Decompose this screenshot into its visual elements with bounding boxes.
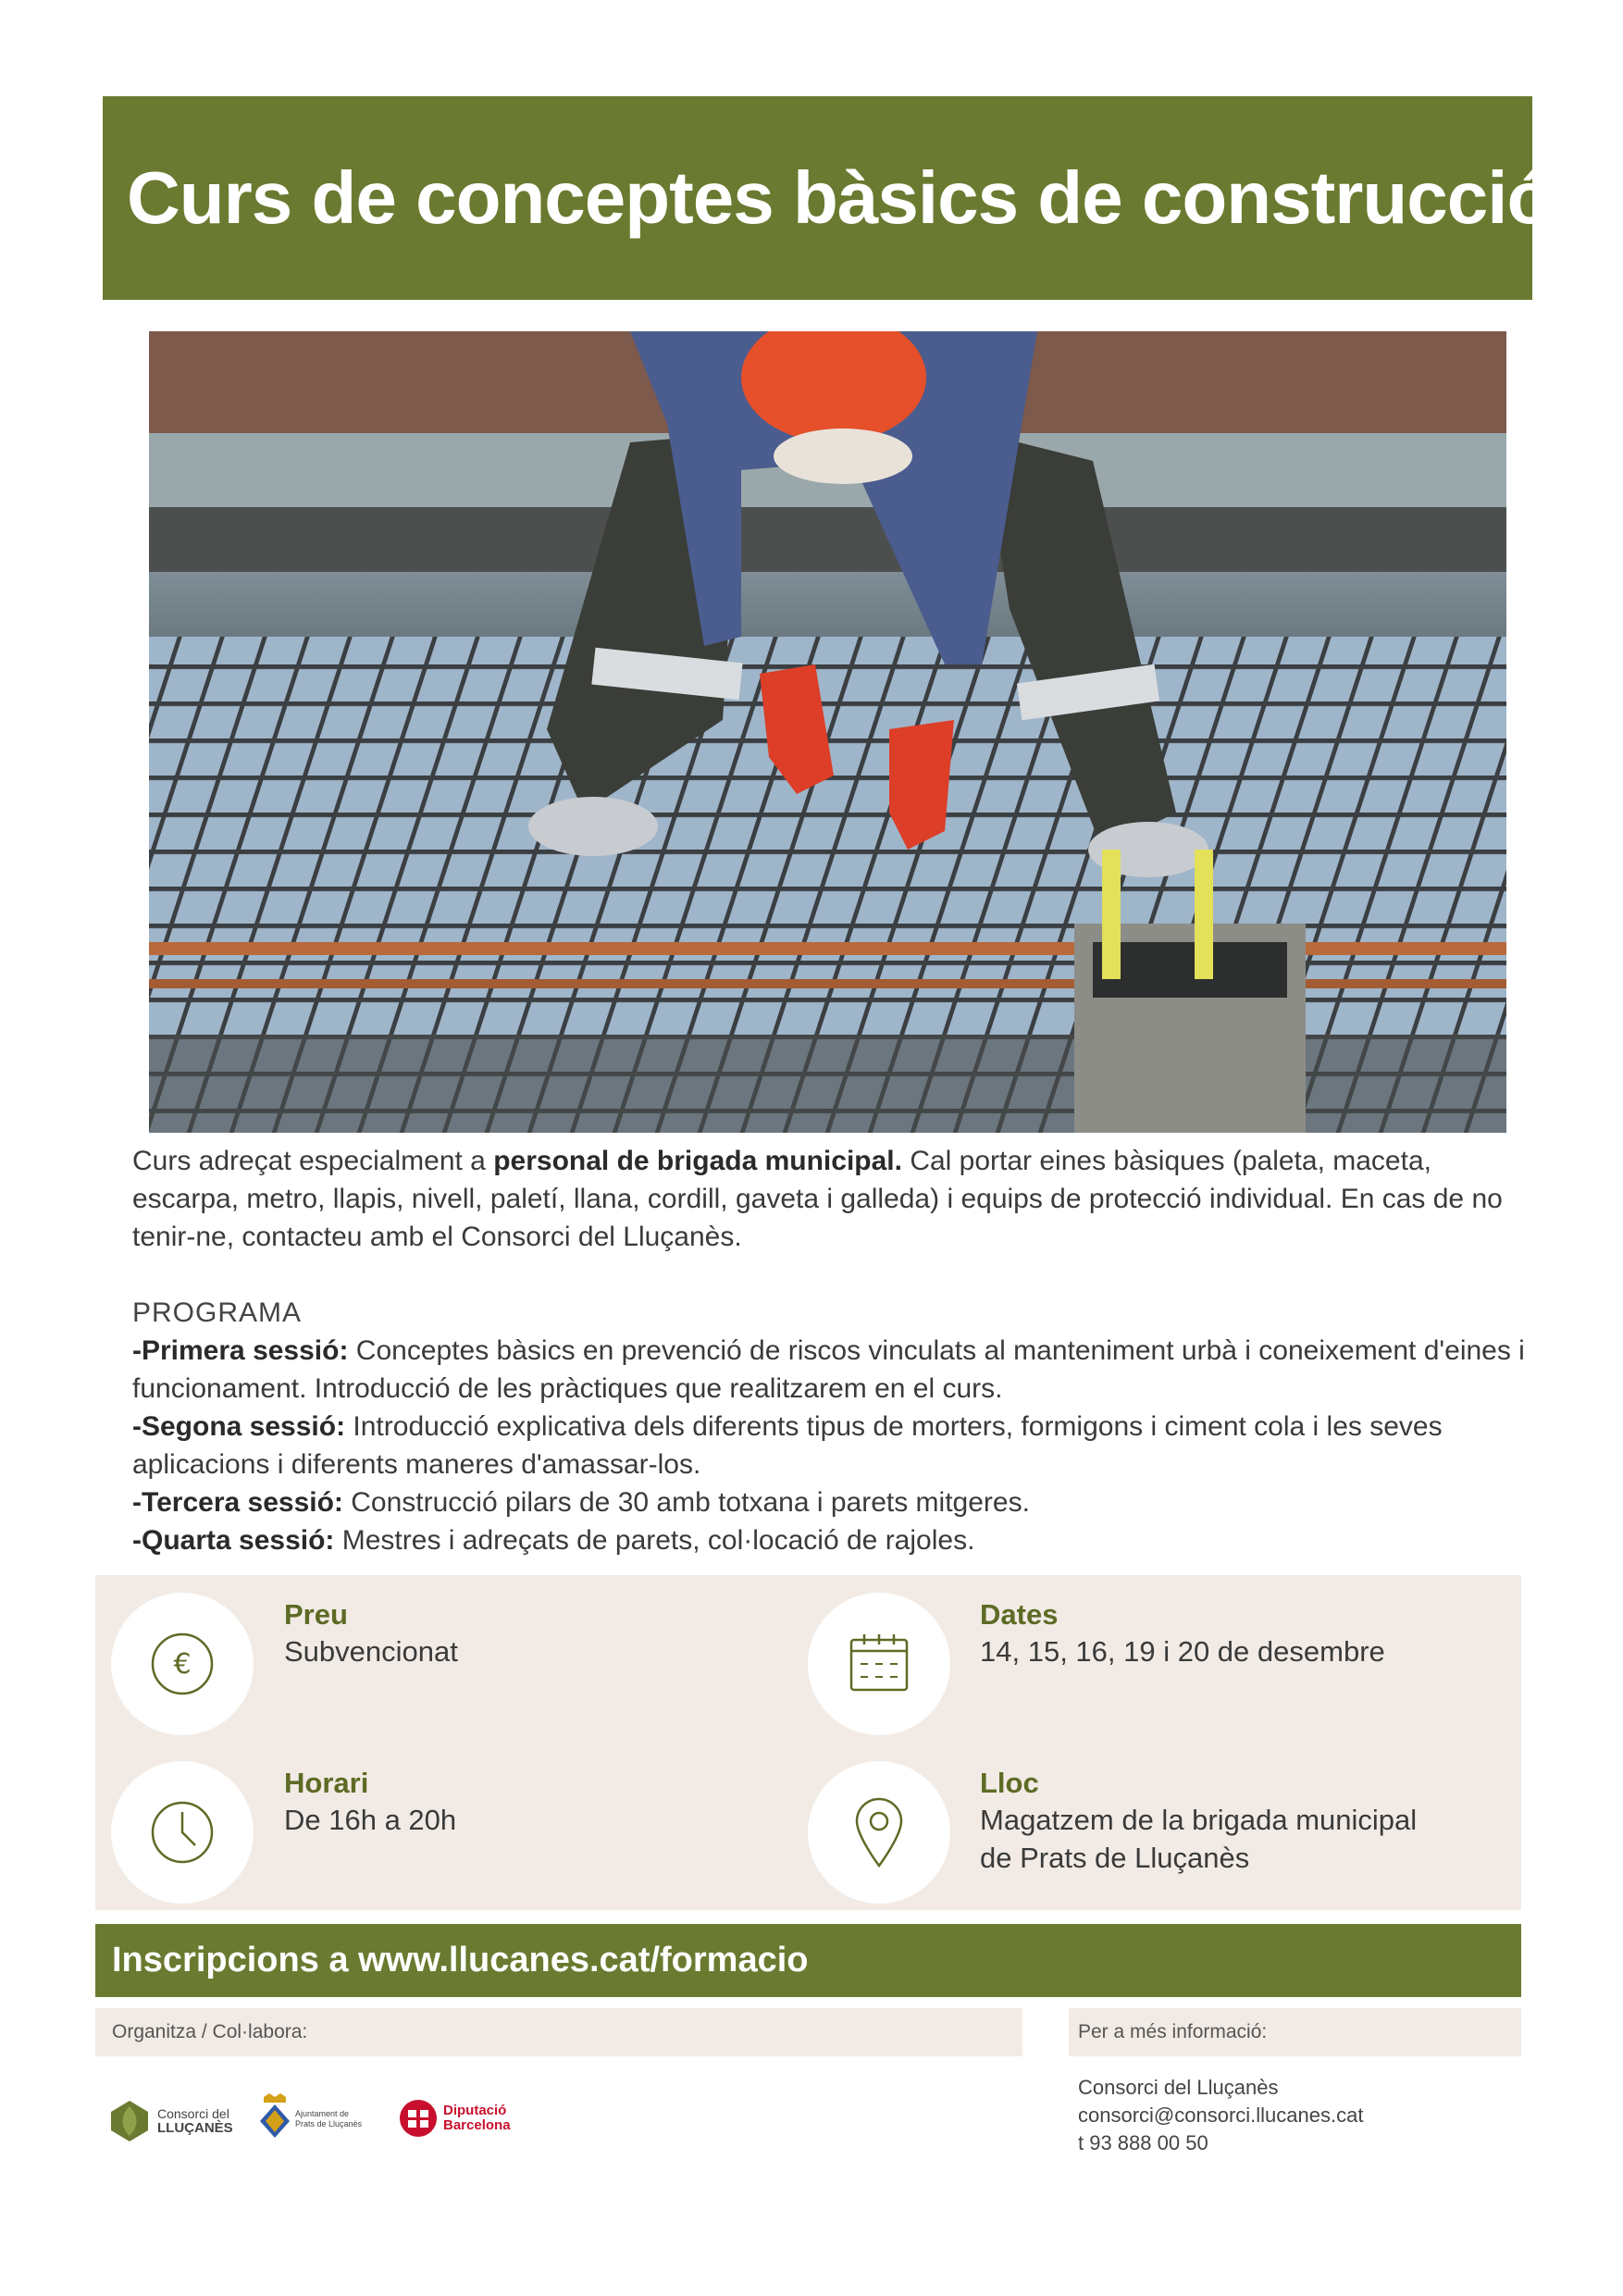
ajuntament-prats-logo bbox=[258, 2091, 362, 2147]
lloc-value bbox=[980, 1801, 1417, 1877]
svg-text:€: € bbox=[173, 1648, 192, 1681]
programa-heading: PROGRAMA bbox=[132, 1297, 303, 1328]
intro-text-bold: personal de brigada municipal. bbox=[493, 1146, 902, 1176]
session-1-label: -Primera sessió: bbox=[132, 1335, 349, 1366]
contact-block bbox=[1078, 2074, 1363, 2157]
registration-banner bbox=[95, 1924, 1521, 1997]
intro-text-post: Cal portar eines bàsiques (paleta, maceta, escarpa, metro, llapis, nivell, paletí, llana, cordill, gaveta i galleda) i equips de protecció individual. En cas de no tenir-ne, contacteu amb el Consorci del Lluçanès. bbox=[132, 1146, 1503, 1252]
session-2-text: Introducció explicativa dels diferents tipus de morters, formigons i ciment cola i les seves aplicacions i diferents maneres d'amassar-los. bbox=[132, 1411, 1443, 1480]
preu-value: Subvencionat bbox=[284, 1635, 458, 1668]
consorci-logo-line2: LLUÇANÈS bbox=[157, 2120, 233, 2136]
session-2-label: -Segona sessió: bbox=[132, 1411, 346, 1442]
session-1-text: Conceptes bàsics en prevenció de riscos vinculats al manteniment urbà i coneixement d'eines i funcionament. Introducció de les pràctiques que realitzarem en el curs. bbox=[132, 1335, 1525, 1404]
lloc-label: Lloc bbox=[980, 1767, 1039, 1799]
clock-icon bbox=[111, 1761, 254, 1904]
horari-value: De 16h a 20h bbox=[284, 1804, 457, 1836]
organitza-bar bbox=[95, 2008, 1022, 2056]
session-4-text: Mestres i adreçats de parets, col·locació de rajoles. bbox=[334, 1525, 975, 1556]
diputacio-barcelona-logo bbox=[399, 2099, 511, 2138]
info-panel bbox=[95, 1575, 1521, 1910]
calendar-icon bbox=[808, 1593, 950, 1735]
info-label: Per a més informació: bbox=[1078, 2021, 1268, 2042]
consorci-llucanes-logo bbox=[107, 2099, 233, 2143]
dates-label: Dates bbox=[980, 1598, 1059, 1631]
construction-worker-photo bbox=[149, 331, 1506, 1133]
contact-email[interactable]: consorci@consorci.llucanes.cat bbox=[1078, 2104, 1364, 2127]
horari-label: Horari bbox=[284, 1767, 369, 1799]
session-3-text: Construcció pilars de 30 amb totxana i parets mitgeres. bbox=[342, 1487, 1030, 1518]
euro-icon bbox=[111, 1593, 254, 1735]
lloc-value-line2: de Prats de Lluçanès bbox=[980, 1842, 1250, 1874]
contact-phone: t 93 888 00 50 bbox=[1078, 2131, 1208, 2154]
info-bar bbox=[1069, 2008, 1521, 2056]
preu-label: Preu bbox=[284, 1598, 348, 1631]
contact-name: Consorci del Lluçanès bbox=[1078, 2076, 1279, 2099]
dates-value: 14, 15, 16, 19 i 20 de desembre bbox=[980, 1635, 1385, 1668]
ajuntament-logo-line1: Ajuntament de bbox=[295, 2109, 350, 2118]
session-3 bbox=[132, 1483, 1539, 1521]
consorci-logo-line1: Consorci del bbox=[157, 2106, 229, 2121]
page-title: Curs de conceptes bàsics de construcció bbox=[127, 156, 1552, 239]
intro-text-pre: Curs adreçat especialment a bbox=[132, 1146, 494, 1176]
lloc-value-line1: Magatzem de la brigada municipal bbox=[980, 1804, 1418, 1836]
session-3-label: -Tercera sessió: bbox=[132, 1487, 343, 1518]
diputacio-logo-line1: Diputació bbox=[443, 2103, 507, 2118]
location-pin-icon bbox=[808, 1761, 950, 1904]
session-4-label: -Quarta sessió: bbox=[132, 1525, 335, 1556]
session-1 bbox=[132, 1332, 1539, 1408]
organitza-label: Organitza / Col·labora: bbox=[112, 2021, 308, 2042]
title-banner bbox=[103, 96, 1552, 300]
registration-link-text[interactable]: Inscripcions a www.llucanes.cat/formacio bbox=[112, 1941, 809, 1980]
intro-paragraph bbox=[132, 1142, 1539, 1256]
ajuntament-logo-line2: Prats de Lluçanès bbox=[295, 2119, 363, 2128]
session-4 bbox=[132, 1521, 1539, 1559]
programa-section bbox=[132, 1294, 1539, 1559]
session-2 bbox=[132, 1408, 1539, 1483]
diputacio-logo-line2: Barcelona bbox=[443, 2117, 511, 2133]
